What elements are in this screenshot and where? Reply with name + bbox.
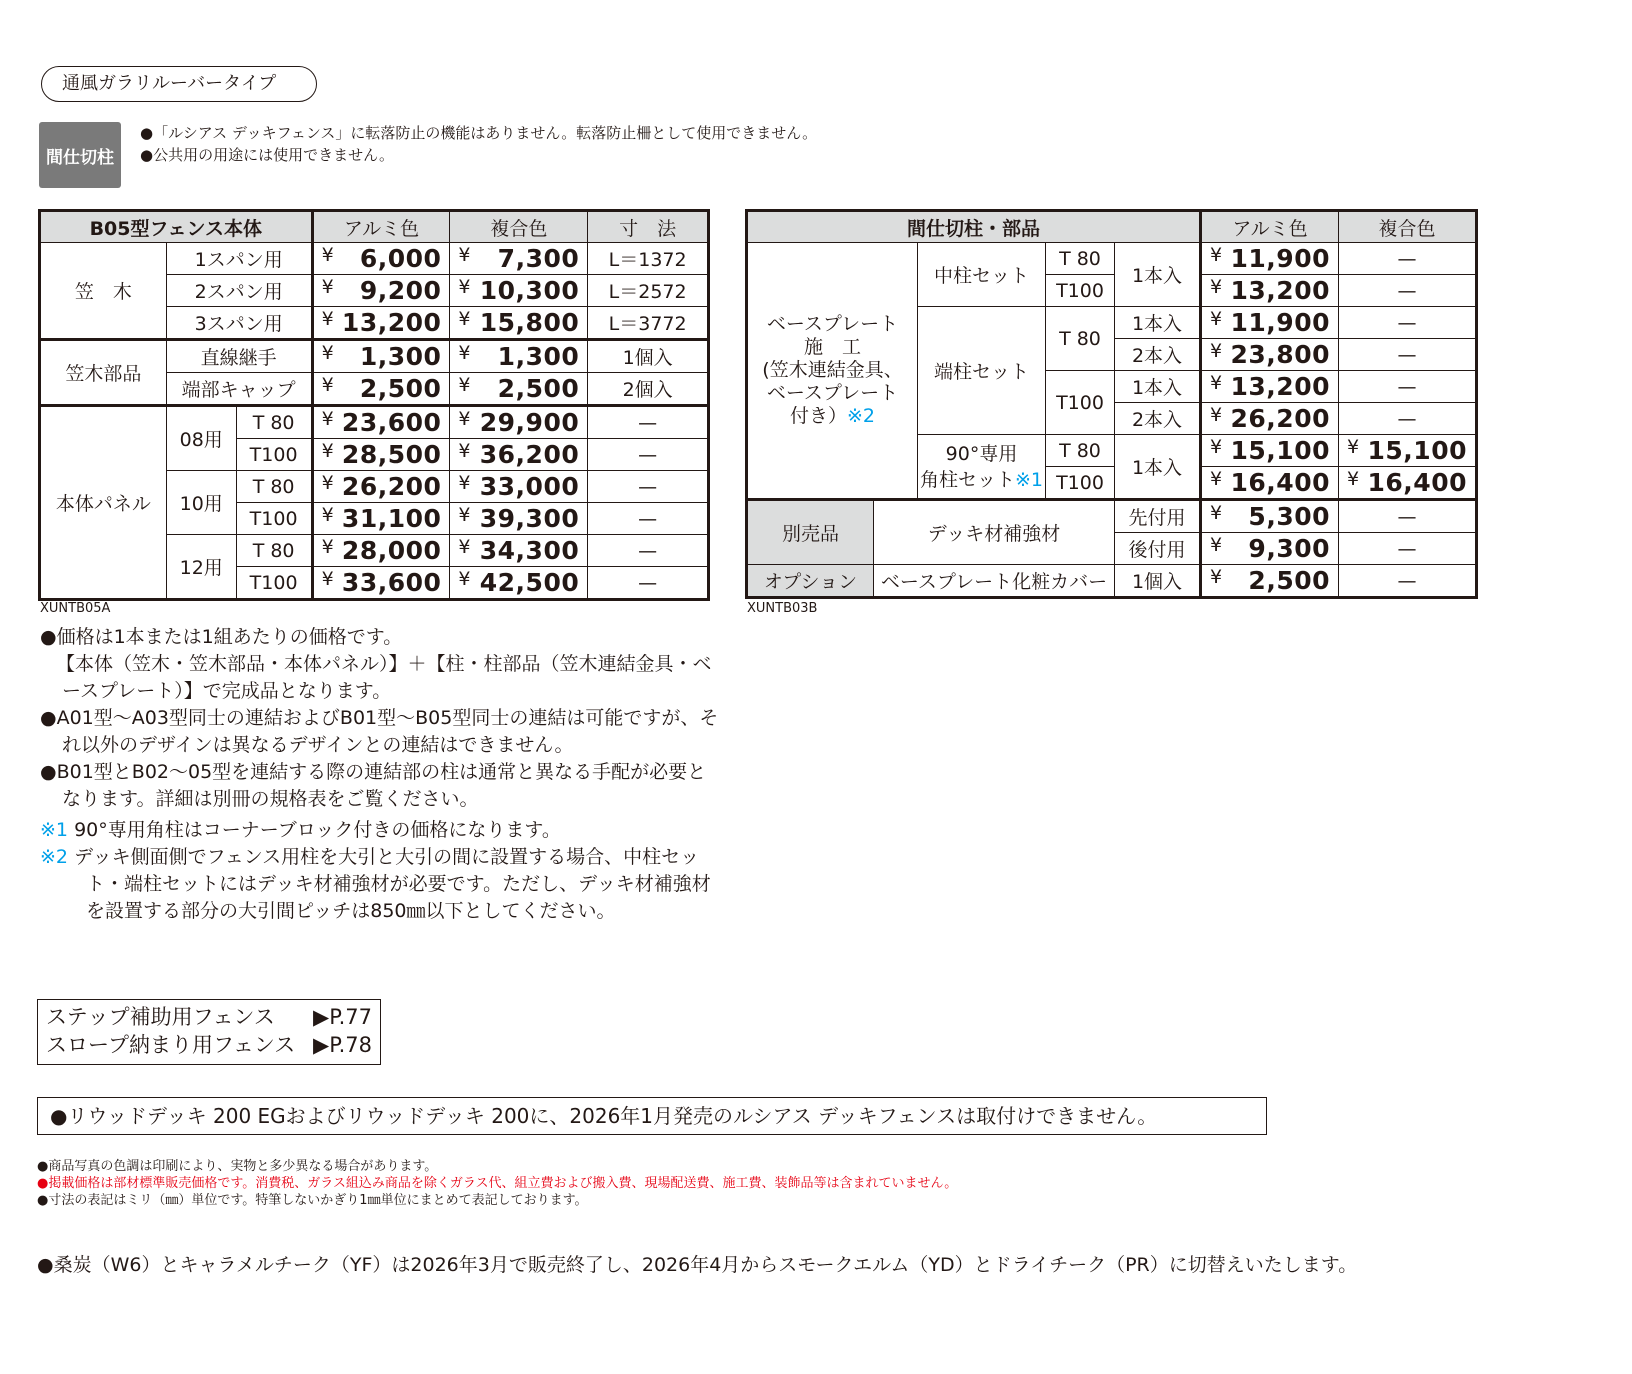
- price-alumi: ¥ 11,900: [1201, 307, 1339, 339]
- price-alumi: ¥ 9,300: [1201, 533, 1339, 565]
- price-fukugo: ¥ 1,300: [450, 340, 588, 373]
- related-pages-box: [37, 999, 381, 1065]
- price-alumi: ¥ 6,000: [312, 243, 450, 275]
- discontinuation-notice: ●桑炭（W6）とキャラメルチーク（YF）は2026年3月で販売終了し、2026年4月からスモークエルム（YD）とドライチーク（PR）に切替えいたします。: [37, 1254, 1358, 1276]
- header-size: 寸 法: [588, 211, 709, 243]
- header-product: 間仕切柱・部品: [747, 211, 1201, 243]
- type-label: T100: [236, 439, 312, 471]
- product-code: XUNTB05A: [40, 601, 111, 616]
- betsubai-label: 別売品: [747, 500, 874, 565]
- naka-label: 中柱セット: [918, 243, 1046, 307]
- related-link[interactable]: スロープ納まり用フェンス ▶P.78: [46, 1033, 372, 1057]
- price-alumi: ¥ 23,600: [312, 406, 450, 439]
- price-alumi: ¥ 33,600: [312, 567, 450, 600]
- note-line: ●A01型～A03型同士の連結およびB01型～B05型同士の連結は可能ですが、それ以外のデザインは異なるデザインとの連結はできません。: [40, 707, 719, 756]
- hashi-label: 端柱セット: [918, 307, 1046, 435]
- footnote-1-mark: ※1: [1015, 468, 1044, 491]
- size: —: [588, 535, 709, 567]
- fence-body-price-table: [38, 209, 710, 601]
- product-code: XUNTB03B: [747, 601, 818, 616]
- note-line-red: ●掲載価格は部材標準販売価格です。消費税、ガラス組込み商品を除くガラス代、組立費および搬入費、現場配送費、施工費、装飾品等は含まれていません。: [37, 1176, 958, 1191]
- qty: 後付用: [1115, 533, 1201, 565]
- table-row: [747, 243, 1477, 275]
- size: 2個入: [588, 373, 709, 406]
- price-alumi: ¥ 28,000: [312, 535, 450, 567]
- type-label: T 80: [236, 535, 312, 567]
- price-alumi: ¥ 11,900: [1201, 243, 1339, 275]
- price-fukugo: ¥ 42,500: [450, 567, 588, 600]
- price-fukugo: ¥ 34,300: [450, 535, 588, 567]
- note-line: ●商品写真の色調は印刷により、実物と多少異なる場合があります。: [37, 1159, 438, 1174]
- table-row: [40, 406, 709, 439]
- type-label: T 80: [1046, 243, 1115, 275]
- kaku-label: 90°専用 角柱セット※1: [918, 435, 1046, 500]
- qty: 1本入: [1115, 435, 1201, 500]
- price-fukugo: ¥ 2,500: [450, 373, 588, 406]
- qty: 1個入: [1115, 565, 1201, 598]
- size: —: [588, 406, 709, 439]
- price-fukugo: ¥ 10,300: [450, 275, 588, 307]
- subgroup-label: 12用: [166, 535, 236, 600]
- note-line: ●寸法の表記はミリ（㎜）単位です。特筆しないかぎり1㎜単位にまとめて表記しております。: [37, 1193, 588, 1208]
- type-label: T 80: [236, 471, 312, 503]
- price-alumi: ¥ 26,200: [1201, 403, 1339, 435]
- price-fukugo: —: [1339, 403, 1477, 435]
- note-line: ●価格は1本または1組あたりの価格です。 【本体（笠木・笠木部品・本体パネル）】＋【柱・柱部品（笠木連結金具・ベースプレート）】で完成品となります。: [40, 626, 712, 702]
- price-fukugo: —: [1339, 275, 1477, 307]
- size: —: [588, 439, 709, 471]
- price-alumi: ¥ 1,300: [312, 340, 450, 373]
- price-alumi: ¥ 16,400: [1201, 467, 1339, 500]
- qty: 2本入: [1115, 339, 1201, 371]
- item-label: 1スパン用: [166, 243, 312, 275]
- arrow-right-icon: ▶P.77: [313, 1005, 372, 1029]
- header-alumi: アルミ色: [312, 211, 450, 243]
- warnings: [140, 122, 817, 166]
- option-item: ベースプレート化粧カバー: [874, 565, 1115, 598]
- compatibility-notice: ●リウッドデッキ 200 EGおよびリウッドデッキ 200に、2026年1月発売のルシアス デッキフェンスは取付けできません。: [37, 1097, 1267, 1135]
- price-fukugo: —: [1339, 565, 1477, 598]
- size: L＝1372: [588, 243, 709, 275]
- general-notes: [37, 1158, 957, 1209]
- note-line: ●B01型とB02～05型を連結する際の連結部の柱は通常と異なる手配が必要となります。詳細は別冊の規格表をご覧ください。: [40, 761, 707, 810]
- type-label: T100: [1046, 275, 1115, 307]
- item-label: 2スパン用: [166, 275, 312, 307]
- option-label: オプション: [747, 565, 874, 598]
- qty: 2本入: [1115, 403, 1201, 435]
- price-alumi: ¥ 26,200: [312, 471, 450, 503]
- price-fukugo: ¥ 33,000: [450, 471, 588, 503]
- base-plate-label: ベースプレート 施 工 (笠木連結金具、 ベースプレート 付き）※2: [747, 243, 918, 500]
- price-alumi: ¥ 23,800: [1201, 339, 1339, 371]
- price-fukugo: —: [1339, 307, 1477, 339]
- footnote-2-mark: ※2: [847, 405, 876, 427]
- item-label: 端部キャップ: [166, 373, 312, 406]
- price-alumi: ¥ 13,200: [312, 307, 450, 340]
- arrow-right-icon: ▶P.78: [313, 1033, 372, 1057]
- price-fukugo: —: [1339, 243, 1477, 275]
- header-product: B05型フェンス本体: [40, 211, 313, 243]
- size: —: [588, 567, 709, 600]
- size: —: [588, 471, 709, 503]
- type-label: T100: [236, 567, 312, 600]
- item-label: 3スパン用: [166, 307, 312, 340]
- header-fukugo: 複合色: [450, 211, 588, 243]
- subgroup-label: 10用: [166, 471, 236, 535]
- qty: 1本入: [1115, 371, 1201, 403]
- section-title-pill: 通風ガラリルーバータイプ: [41, 66, 317, 102]
- related-link[interactable]: ステップ補助用フェンス ▶P.77: [46, 1005, 372, 1029]
- group-label: 笠 木: [40, 243, 167, 340]
- table-row: [747, 565, 1477, 598]
- price-alumi: ¥ 5,300: [1201, 500, 1339, 533]
- price-fukugo: ¥ 15,800: [450, 307, 588, 340]
- price-fukugo: —: [1339, 500, 1477, 533]
- price-alumi: ¥ 2,500: [1201, 565, 1339, 598]
- price-alumi: ¥ 28,500: [312, 439, 450, 471]
- betsubai-item: デッキ材補強材: [874, 500, 1115, 565]
- qty: 先付用: [1115, 500, 1201, 533]
- price-fukugo: ¥ 29,900: [450, 406, 588, 439]
- table-row: [40, 243, 709, 275]
- price-alumi: ¥ 9,200: [312, 275, 450, 307]
- size: —: [588, 503, 709, 535]
- item-label: 直線継手: [166, 340, 312, 373]
- price-fukugo: —: [1339, 339, 1477, 371]
- type-label: T100: [236, 503, 312, 535]
- type-label: T100: [1046, 467, 1115, 500]
- price-alumi: ¥ 13,200: [1201, 275, 1339, 307]
- category-tag: 間仕切柱: [39, 122, 121, 188]
- warning-line: ●公共用の用途には使用できません。: [140, 146, 394, 164]
- post-parts-price-table: [745, 209, 1478, 599]
- table-row: [747, 500, 1477, 533]
- price-alumi: ¥ 31,100: [312, 503, 450, 535]
- type-label: T100: [1046, 371, 1115, 435]
- price-fukugo: ¥ 7,300: [450, 243, 588, 275]
- price-fukugo: ¥ 15,100: [1339, 435, 1477, 467]
- table-row: [40, 340, 709, 373]
- qty: 1本入: [1115, 243, 1201, 307]
- size: L＝3772: [588, 307, 709, 340]
- group-label: 本体パネル: [40, 406, 167, 600]
- price-fukugo: ¥ 16,400: [1339, 467, 1477, 500]
- table-header-row: [747, 211, 1477, 243]
- price-alumi: ¥ 13,200: [1201, 371, 1339, 403]
- subgroup-label: 08用: [166, 406, 236, 471]
- header-fukugo: 複合色: [1339, 211, 1477, 243]
- size: 1個入: [588, 340, 709, 373]
- header-alumi: アルミ色: [1201, 211, 1339, 243]
- price-alumi: ¥ 15,100: [1201, 435, 1339, 467]
- price-fukugo: —: [1339, 371, 1477, 403]
- price-fukugo: ¥ 36,200: [450, 439, 588, 471]
- type-label: T 80: [1046, 435, 1115, 467]
- qty: 1本入: [1115, 307, 1201, 339]
- price-notes: [40, 624, 720, 925]
- price-alumi: ¥ 2,500: [312, 373, 450, 406]
- type-label: T 80: [236, 406, 312, 439]
- footnote-2: ※2 デッキ側面側でフェンス用柱を大引と大引の間に設置する場合、中柱セット・端柱セットにはデッキ材補強材が必要です。ただし、デッキ材補強材を設置する部分の大引間ピッチは850㎜以下としてください。: [40, 846, 711, 922]
- size: L＝2572: [588, 275, 709, 307]
- price-fukugo: —: [1339, 533, 1477, 565]
- group-label: 笠木部品: [40, 340, 167, 406]
- footnote-1: ※1 90°専用角柱はコーナーブロック付きの価格になります。: [40, 819, 561, 841]
- type-label: T 80: [1046, 307, 1115, 371]
- price-fukugo: ¥ 39,300: [450, 503, 588, 535]
- table-header-row: [40, 211, 709, 243]
- warning-line: ●「ルシアス デッキフェンス」に転落防止の機能はありません。転落防止柵として使用できません。: [140, 124, 818, 142]
